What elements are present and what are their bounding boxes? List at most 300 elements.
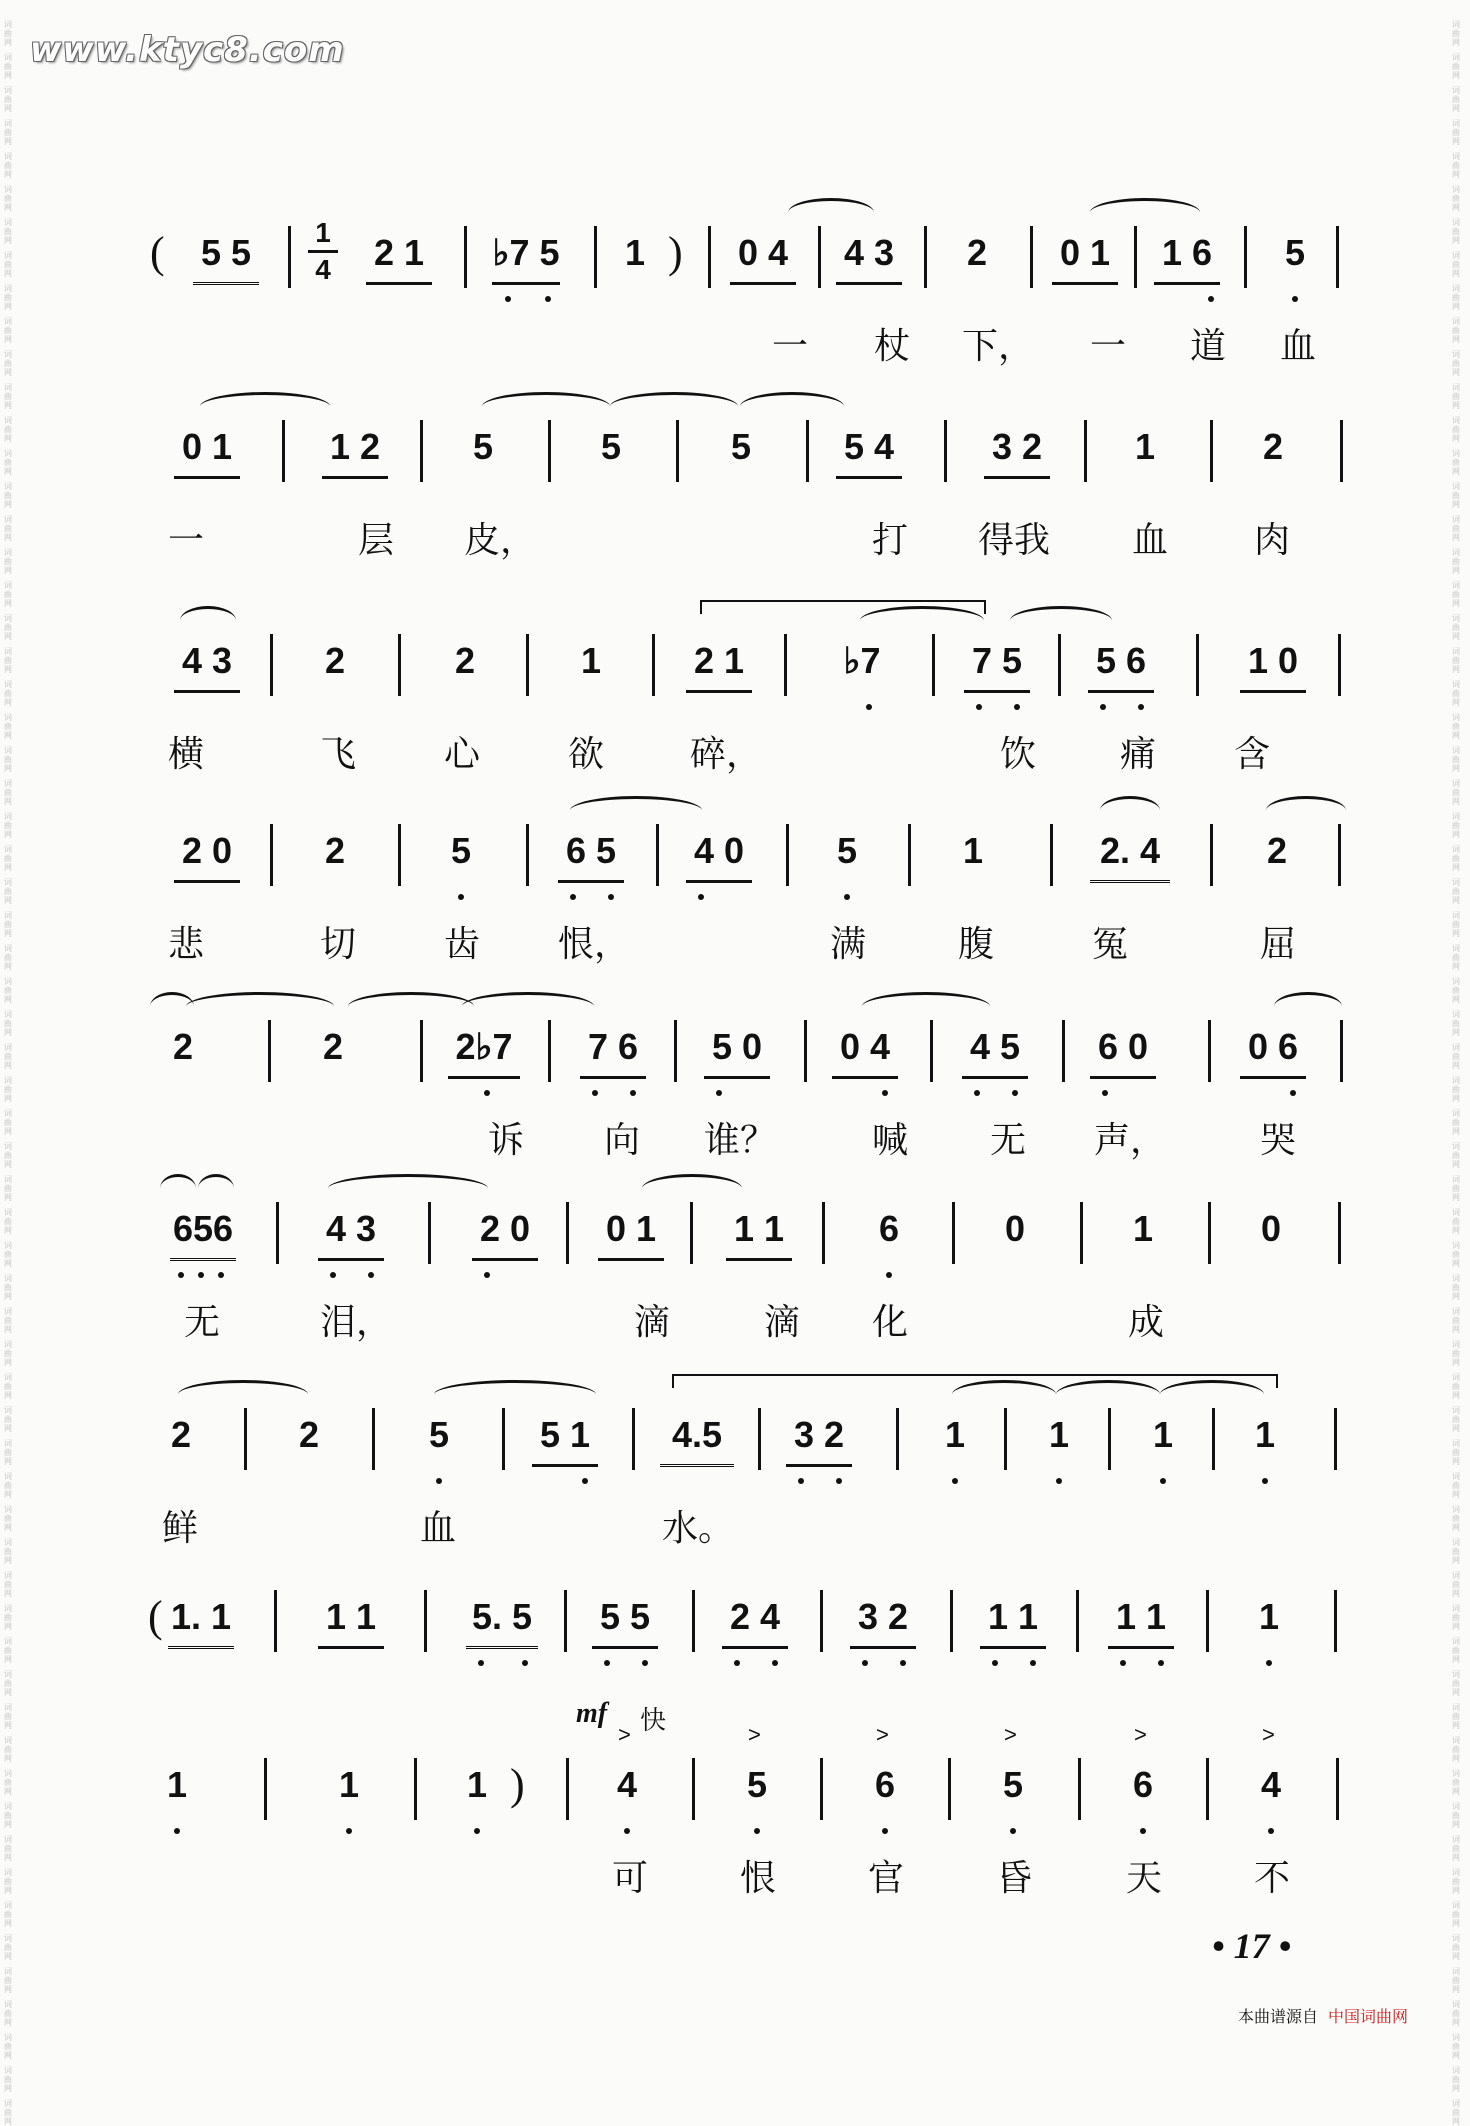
bar-line [908, 824, 911, 886]
tempo-marking: 快 [640, 1706, 667, 1736]
bar-line [690, 1202, 693, 1264]
bar-line [270, 824, 273, 886]
low-octave-dot [178, 1272, 184, 1278]
slur [200, 392, 330, 421]
note-group: 2 1 [366, 224, 432, 285]
bar-line [566, 1758, 569, 1820]
bar-line [1338, 824, 1341, 886]
note-group: 5 0 [704, 1018, 770, 1079]
low-octave-dot [1266, 1660, 1272, 1666]
bar-line [420, 1020, 423, 1082]
low-octave-dot [198, 1272, 204, 1278]
note-group: 5 [730, 426, 752, 467]
bar-line [652, 634, 655, 696]
bar-line [1196, 634, 1199, 696]
lyric: 滴 [764, 1302, 801, 1343]
note-group: 5 [450, 830, 472, 871]
bar-line [896, 1408, 899, 1470]
lyric: 向 [604, 1120, 641, 1161]
lyric: 杖 [874, 326, 911, 367]
lyric: 可 [612, 1858, 649, 1899]
watermark: www.ktyc8.com [30, 30, 345, 70]
slur [1100, 796, 1160, 825]
slur [160, 1174, 196, 1203]
bar-line [1004, 1408, 1007, 1470]
low-octave-dot [862, 1660, 868, 1666]
low-octave-dot [1014, 704, 1020, 710]
bar-line [526, 824, 529, 886]
slur [860, 606, 984, 635]
low-octave-dot [1102, 1090, 1108, 1096]
low-octave-dot [1012, 1090, 1018, 1096]
lyric: 饮 [1000, 734, 1037, 775]
note-group: 5 [472, 426, 494, 467]
accent-mark: > [1262, 1722, 1275, 1747]
lyric: 肉 [1254, 520, 1291, 561]
low-octave-dot [642, 1660, 648, 1666]
low-octave-dot [484, 1090, 490, 1096]
score-row-3 [0, 632, 1470, 802]
low-octave-dot [882, 1828, 888, 1834]
bar-line [526, 634, 529, 696]
lyric: 官 [868, 1858, 905, 1899]
slur [1010, 606, 1112, 635]
bar-line [820, 1590, 823, 1652]
note-group: 0 6 [1240, 1018, 1306, 1079]
note-group: 5 4 [836, 418, 902, 479]
low-octave-dot [866, 704, 872, 710]
note-group: 1. 1 [168, 1588, 234, 1649]
note-group: 0 [1260, 1208, 1282, 1249]
low-octave-dot [1158, 1660, 1164, 1666]
low-octave-dot [716, 1090, 722, 1096]
slur [328, 1174, 488, 1203]
lyric: 道 [1190, 326, 1227, 367]
note-group: 4 0 [686, 822, 752, 883]
bar-line [1334, 1590, 1337, 1652]
bar-line [1336, 226, 1339, 288]
slur [434, 1380, 596, 1409]
bar-line [1340, 420, 1343, 482]
bar-line [270, 634, 273, 696]
slur [198, 1174, 234, 1203]
low-octave-dot [570, 894, 576, 900]
low-octave-dot [1056, 1478, 1062, 1484]
note-group: 2 1 [686, 632, 752, 693]
bar-line [1206, 1758, 1209, 1820]
bar-line [1208, 1202, 1211, 1264]
bar-line [952, 1202, 955, 1264]
bar-line [948, 1758, 951, 1820]
note-group: 4 3 [318, 1200, 384, 1261]
note-group: 1 1 [726, 1200, 792, 1261]
bar-line [1062, 1020, 1065, 1082]
note-group: 5 [1284, 232, 1306, 273]
bar-line [804, 1020, 807, 1082]
note-group: 2 [454, 640, 476, 681]
slur [788, 198, 874, 227]
bar-line [1338, 1202, 1341, 1264]
lyric: 横 [168, 734, 205, 775]
lyric: 化 [872, 1302, 909, 1343]
score-row-8 [0, 1588, 1470, 1758]
note-group: 1 1 [980, 1588, 1046, 1649]
bar-line [932, 634, 935, 696]
score-row-4 [0, 822, 1470, 992]
close-paren: ) [510, 1760, 525, 1809]
note-group: 5 [746, 1764, 768, 1805]
slur [186, 992, 334, 1021]
note-group: 6 5 [558, 822, 624, 883]
note-group: 5 5 [193, 224, 259, 285]
note-group: 6 [878, 1208, 900, 1249]
accent-mark: > [876, 1722, 889, 1747]
note-group: 2 [966, 232, 988, 273]
slur [610, 392, 738, 421]
slur [862, 992, 990, 1021]
lyric: 血 [1280, 326, 1317, 367]
slur [570, 796, 702, 825]
note-group: 2 [170, 1414, 192, 1455]
low-octave-dot [346, 1828, 352, 1834]
lyric: 昏 [996, 1858, 1033, 1899]
slur [1056, 1380, 1160, 1409]
bar-line [594, 226, 597, 288]
note-group: 5 6 [1088, 632, 1154, 693]
lyric: 碎， [690, 734, 763, 775]
low-octave-dot [886, 1272, 892, 1278]
low-octave-dot [330, 1272, 336, 1278]
lyric: 一 [168, 520, 205, 561]
low-octave-dot [836, 1478, 842, 1484]
low-octave-dot [174, 1828, 180, 1834]
bar-line [1076, 1590, 1079, 1652]
note-group: 1 0 [1240, 632, 1306, 693]
low-octave-dot [1292, 296, 1298, 302]
low-octave-dot [1010, 1828, 1016, 1834]
low-octave-dot [798, 1478, 804, 1484]
slur [178, 1380, 308, 1409]
low-octave-dot [1160, 1478, 1166, 1484]
note-group: 4 5 [962, 1018, 1028, 1079]
bar-line [566, 1202, 569, 1264]
low-octave-dot [1262, 1478, 1268, 1484]
bar-line [1212, 1408, 1215, 1470]
lyric: 谁？ [704, 1120, 777, 1161]
note-group: 1 2 [322, 418, 388, 479]
note-group: 0 1 [1052, 224, 1118, 285]
source-label: 本曲谱源自 [1238, 2007, 1319, 2026]
lyric: 天 [1126, 1858, 1163, 1899]
note-group: 1 [1048, 1414, 1070, 1455]
left-edge-strip: 词曲网 词曲网 词曲网 词曲网 词曲网 词曲网 词曲网 词曲网 词曲网 词曲网 词曲网 词曲网 词曲网 词曲网 词曲网 词曲网 词曲网 词曲网 词曲网 词曲网 词曲网 词曲网 词曲网 词曲网 词曲网 词曲网 词曲网 词曲网 词曲网 词曲网 词曲网 词曲网 词曲网 词曲网 词曲网 词曲网 词曲网 词曲网 词曲网 词曲网 词曲网 词曲网 词曲网 词曲网 词曲网 词曲网 词曲网 词曲网 词曲网 词曲网 词曲网 词曲网 词曲网 词曲网 词曲网 词曲网 词曲网 词曲网 词曲网 词曲网 词曲网 词曲网 词曲网 词曲网 [4, 20, 12, 2126]
bar-line [274, 1590, 277, 1652]
bar-line [548, 420, 551, 482]
note-group: 4 [1260, 1764, 1282, 1805]
note-group: 1 [1132, 1208, 1154, 1249]
bar-line [1080, 1202, 1083, 1264]
bar-line [692, 1758, 695, 1820]
lyric: 诉 [488, 1120, 525, 1161]
low-octave-dot [608, 894, 614, 900]
bar-line [656, 824, 659, 886]
lyric: 哭 [1260, 1120, 1297, 1161]
low-octave-dot [844, 894, 850, 900]
low-octave-dot [992, 1660, 998, 1666]
note-group: 1 [338, 1764, 360, 1805]
lyric: 痛 [1120, 734, 1157, 775]
lyric: 屈 [1260, 924, 1297, 965]
source-site-link[interactable]: 中国词曲网 [1328, 2007, 1409, 2026]
low-octave-dot [698, 894, 704, 900]
bar-line [288, 226, 291, 288]
low-octave-dot [474, 1828, 480, 1834]
lyric: 血 [420, 1508, 457, 1549]
open-paren: ( [150, 228, 165, 277]
bar-line [502, 1408, 505, 1470]
slur [348, 992, 474, 1021]
low-octave-dot [1120, 1660, 1126, 1666]
note-group: 1 [962, 830, 984, 871]
slur [1274, 992, 1342, 1021]
low-octave-dot [882, 1090, 888, 1096]
note-group: 5 [836, 830, 858, 871]
bar-line [276, 1202, 279, 1264]
note-group: 6 [874, 1764, 896, 1805]
note-group: 2 [172, 1026, 194, 1067]
accent-mark: > [1134, 1722, 1147, 1747]
bar-line [1108, 1408, 1111, 1470]
bar-line [1206, 1590, 1209, 1652]
accent-mark: > [748, 1722, 761, 1747]
low-octave-dot [522, 1660, 528, 1666]
bar-line [692, 1590, 695, 1652]
bar-line [786, 824, 789, 886]
note-group: 0 [1004, 1208, 1026, 1249]
bar-line [632, 1408, 635, 1470]
note-group: 2 0 [174, 822, 240, 883]
bar-line [1134, 226, 1137, 288]
note-group: 7 6 [580, 1018, 646, 1079]
bar-line [548, 1020, 551, 1082]
slur [642, 1174, 742, 1203]
low-octave-dot [734, 1660, 740, 1666]
lyric: 飞 [320, 734, 357, 775]
slur [180, 606, 236, 635]
lyric: 得我 [978, 520, 1051, 561]
note-group: 5 [600, 426, 622, 467]
slur [1160, 1380, 1264, 1409]
bar-line [822, 1202, 825, 1264]
bar-line [1078, 1758, 1081, 1820]
low-octave-dot [436, 1478, 442, 1484]
bar-line [950, 1590, 953, 1652]
score-row-1 [0, 217, 1470, 394]
lyric: 层 [358, 520, 395, 561]
low-octave-dot [1140, 1828, 1146, 1834]
note-group: 2 [1266, 830, 1288, 871]
bar-line [420, 420, 423, 482]
low-octave-dot [1138, 704, 1144, 710]
bar-line [1244, 226, 1247, 288]
note-group: 5 [428, 1414, 450, 1455]
lyric: 水。 [662, 1508, 735, 1549]
lyric: 皮， [464, 520, 537, 561]
lyric: 欲 [568, 734, 605, 775]
bar-line [564, 1590, 567, 1652]
accent-mark: > [1004, 1722, 1017, 1747]
low-octave-dot [900, 1660, 906, 1666]
bar-line [282, 420, 285, 482]
score-row-5 [0, 1018, 1470, 1188]
note-group: 2 [1262, 426, 1284, 467]
note-group: 2 4 [722, 1588, 788, 1649]
note-group: 1 6 [1154, 224, 1220, 285]
lyric: 悲 [168, 924, 205, 965]
note-group: 1 [944, 1414, 966, 1455]
slur [482, 392, 610, 421]
low-octave-dot [754, 1828, 760, 1834]
lyric: 打 [872, 520, 909, 561]
bar-line [784, 634, 787, 696]
note-group: 2 [322, 1026, 344, 1067]
bar-line [924, 226, 927, 288]
score-row-2 [0, 418, 1470, 588]
bar-line [398, 824, 401, 886]
lyric: 无 [990, 1120, 1027, 1161]
slur [1266, 796, 1346, 825]
lyric: 喊 [872, 1120, 909, 1161]
note-group: 7 5 [964, 632, 1030, 693]
low-octave-dot [218, 1272, 224, 1278]
lyric: 滴 [634, 1302, 671, 1343]
lyric: 恨 [740, 1858, 777, 1899]
accent-mark: > [618, 1722, 631, 1747]
note-group: 1 1 [318, 1588, 384, 1649]
lyric: 切 [320, 924, 357, 965]
close-paren: ) [668, 228, 683, 277]
bar-line [1340, 1020, 1343, 1082]
note-group: 5. 5 [466, 1588, 538, 1649]
note-group: 1 [624, 232, 646, 273]
low-octave-dot [1268, 1828, 1274, 1834]
bar-line [464, 226, 467, 288]
note-group: 5 [1002, 1764, 1024, 1805]
lyric: 一 [1090, 326, 1127, 367]
bar-line [1336, 1758, 1339, 1820]
score-row-6 [0, 1200, 1470, 1370]
lyric: 冤 [1092, 924, 1129, 965]
low-octave-dot [1290, 1090, 1296, 1096]
lyric: 含 [1234, 734, 1271, 775]
bar-line [1050, 824, 1053, 886]
low-octave-dot [582, 1478, 588, 1484]
low-octave-dot [604, 1660, 610, 1666]
page-number: • 17 • [1212, 1926, 1292, 1966]
low-octave-dot [1100, 704, 1106, 710]
note-group: 5 1 [532, 1406, 598, 1467]
lyric: 不 [1254, 1858, 1291, 1899]
bar-line [1030, 226, 1033, 288]
note-group: 2 [298, 1414, 320, 1455]
time-signature: 1 4 [308, 218, 338, 285]
low-octave-dot [484, 1272, 490, 1278]
note-group: 4 [616, 1764, 638, 1805]
note-group: 2. 4 [1090, 822, 1170, 883]
note-group: 0 4 [730, 224, 796, 285]
bar-line [818, 226, 821, 288]
note-group: 6 0 [1090, 1018, 1156, 1079]
low-octave-dot [976, 704, 982, 710]
lyric: 满 [830, 924, 867, 965]
note-group: 1 [166, 1764, 188, 1805]
right-edge-strip: 词曲网 词曲网 词曲网 词曲网 词曲网 词曲网 词曲网 词曲网 词曲网 词曲网 词曲网 词曲网 词曲网 词曲网 词曲网 词曲网 词曲网 词曲网 词曲网 词曲网 词曲网 词曲网 词曲网 词曲网 词曲网 词曲网 词曲网 词曲网 词曲网 词曲网 词曲网 词曲网 词曲网 词曲网 词曲网 词曲网 词曲网 词曲网 词曲网 词曲网 词曲网 词曲网 词曲网 词曲网 词曲网 词曲网 词曲网 词曲网 词曲网 词曲网 词曲网 词曲网 词曲网 词曲网 词曲网 词曲网 词曲网 词曲网 词曲网 词曲网 词曲网 词曲网 词曲网 词曲网 [1452, 20, 1460, 2126]
low-octave-dot [772, 1660, 778, 1666]
lyric: 一 [772, 326, 809, 367]
low-octave-dot [592, 1090, 598, 1096]
bar-line [1334, 1408, 1337, 1470]
low-octave-dot [505, 296, 511, 302]
note-group: 1 [1258, 1596, 1280, 1637]
note-group: 6 [1132, 1764, 1154, 1805]
note-group: 4 3 [174, 632, 240, 693]
note-group: 3 2 [984, 418, 1050, 479]
lyric: 齿 [444, 924, 481, 965]
note-group: ♭7 5 [492, 224, 560, 285]
bar-line [708, 226, 711, 288]
bar-line [1084, 420, 1087, 482]
bar-line [424, 1590, 427, 1652]
bar-line [1058, 634, 1061, 696]
bar-line [758, 1408, 761, 1470]
bar-line [930, 1020, 933, 1082]
bar-line [398, 634, 401, 696]
open-paren: ( [148, 1592, 163, 1641]
note-group: 1 [1134, 426, 1156, 467]
bar-line [674, 1020, 677, 1082]
note-group: 4.5 [660, 1406, 734, 1467]
score-row-7 [0, 1406, 1470, 1576]
low-octave-dot [458, 894, 464, 900]
note-group: 2 [324, 830, 346, 871]
note-group: 0 1 [174, 418, 240, 479]
lyric: 成 [1128, 1302, 1165, 1343]
low-octave-dot [368, 1272, 374, 1278]
low-octave-dot [545, 296, 551, 302]
bar-line [1338, 634, 1341, 696]
bar-line [428, 1202, 431, 1264]
bar-line [414, 1758, 417, 1820]
slur [1090, 198, 1200, 227]
note-group: 2 0 [472, 1200, 538, 1261]
note-group: 1 [1254, 1414, 1276, 1455]
lyric: 声， [1094, 1120, 1167, 1161]
note-group: 5 5 [592, 1588, 658, 1649]
lyric: 腹 [958, 924, 995, 965]
lyric: 下， [962, 326, 1035, 367]
lyric: 泪， [320, 1302, 393, 1343]
source-note [1238, 2004, 1408, 2027]
bar-line [820, 1758, 823, 1820]
slur [952, 1380, 1056, 1409]
low-octave-dot [624, 1828, 630, 1834]
low-octave-dot [974, 1090, 980, 1096]
low-octave-dot [952, 1478, 958, 1484]
note-group: 1 [1152, 1414, 1174, 1455]
low-octave-dot [478, 1660, 484, 1666]
low-octave-dot [1030, 1660, 1036, 1666]
bar-line [264, 1758, 267, 1820]
